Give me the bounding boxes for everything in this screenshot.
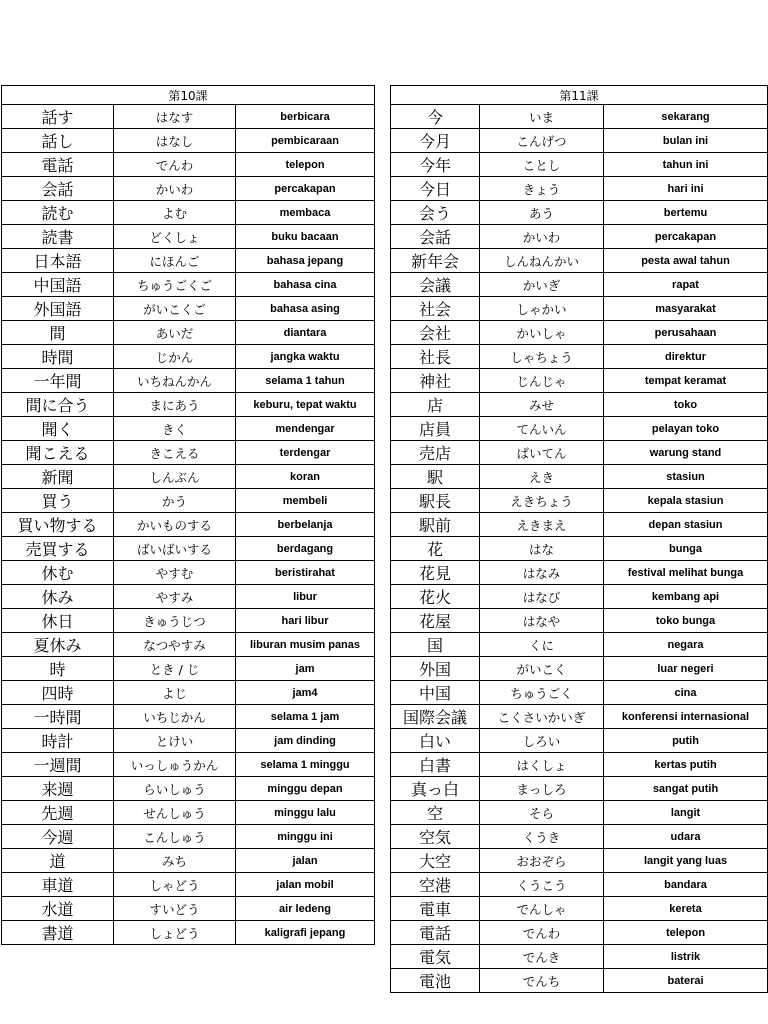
vocab-row [2, 273, 375, 297]
meaning-cell: bahasa cina [236, 273, 375, 297]
kanji-cell: 空港 [391, 873, 480, 897]
reading-cell: きく [114, 417, 236, 441]
reading-cell: がいこくご [114, 297, 236, 321]
vocab-row [391, 105, 768, 129]
reading-cell: かいぎ [480, 273, 604, 297]
meaning-cell: tempat keramat [604, 369, 768, 393]
kanji-cell: 売買する [2, 537, 114, 561]
kanji-cell: 電話 [391, 921, 480, 945]
meaning-cell: hari ini [604, 177, 768, 201]
kanji-cell: 一週間 [2, 753, 114, 777]
kanji-cell: 大空 [391, 849, 480, 873]
lesson-10-title: 第10課 [2, 86, 375, 105]
kanji-cell: 今月 [391, 129, 480, 153]
reading-cell: てんいん [480, 417, 604, 441]
kanji-cell: 電車 [391, 897, 480, 921]
reading-cell: まっしろ [480, 777, 604, 801]
vocab-row [391, 321, 768, 345]
vocab-row [391, 417, 768, 441]
meaning-cell: langit [604, 801, 768, 825]
reading-cell: でんき [480, 945, 604, 969]
reading-cell: きこえる [114, 441, 236, 465]
vocab-row [391, 753, 768, 777]
meaning-cell: luar negeri [604, 657, 768, 681]
reading-cell: はくしょ [480, 753, 604, 777]
kanji-cell: 花火 [391, 585, 480, 609]
reading-cell: はなし [114, 129, 236, 153]
vocab-row [2, 561, 375, 585]
kanji-cell: 休日 [2, 609, 114, 633]
vocab-row [2, 585, 375, 609]
kanji-cell: 外国語 [2, 297, 114, 321]
vocab-row [391, 657, 768, 681]
meaning-cell: rapat [604, 273, 768, 297]
vocab-row [391, 585, 768, 609]
reading-cell: かいわ [480, 225, 604, 249]
vocab-row [2, 129, 375, 153]
kanji-cell: 中国 [391, 681, 480, 705]
reading-cell: きょう [480, 177, 604, 201]
kanji-cell: 夏休み [2, 633, 114, 657]
reading-cell: いちじかん [114, 705, 236, 729]
vocab-row [2, 177, 375, 201]
meaning-cell: putih [604, 729, 768, 753]
kanji-cell: 中国語 [2, 273, 114, 297]
vocab-row [391, 729, 768, 753]
meaning-cell: selama 1 minggu [236, 753, 375, 777]
reading-cell: しんぶん [114, 465, 236, 489]
vocab-row [2, 897, 375, 921]
meaning-cell: bulan ini [604, 129, 768, 153]
reading-cell: こんしゅう [114, 825, 236, 849]
kanji-cell: 聞く [2, 417, 114, 441]
reading-cell: でんしゃ [480, 897, 604, 921]
meaning-cell: kepala stasiun [604, 489, 768, 513]
kanji-cell: 休み [2, 585, 114, 609]
vocab-row [2, 921, 375, 945]
reading-cell: えきちょう [480, 489, 604, 513]
kanji-cell: 今週 [2, 825, 114, 849]
reading-cell: くに [480, 633, 604, 657]
vocab-row [391, 921, 768, 945]
meaning-cell: liburan musim panas [236, 633, 375, 657]
meaning-cell: negara [604, 633, 768, 657]
kanji-cell: 話す [2, 105, 114, 129]
reading-cell: でんわ [480, 921, 604, 945]
reading-cell: よむ [114, 201, 236, 225]
kanji-cell: 時計 [2, 729, 114, 753]
vocab-row [2, 777, 375, 801]
kanji-cell: 駅前 [391, 513, 480, 537]
kanji-cell: 新年会 [391, 249, 480, 273]
reading-cell: くうき [480, 825, 604, 849]
reading-cell: がいこく [480, 657, 604, 681]
vocab-row [2, 345, 375, 369]
reading-cell: えき [480, 465, 604, 489]
meaning-cell: jam [236, 657, 375, 681]
meaning-cell: jam dinding [236, 729, 375, 753]
vocab-row [2, 369, 375, 393]
meaning-cell: masyarakat [604, 297, 768, 321]
reading-cell: やすむ [114, 561, 236, 585]
reading-cell: あいだ [114, 321, 236, 345]
meaning-cell: kertas putih [604, 753, 768, 777]
kanji-cell: 駅 [391, 465, 480, 489]
kanji-cell: 今 [391, 105, 480, 129]
vocab-row [391, 681, 768, 705]
kanji-cell: 会議 [391, 273, 480, 297]
meaning-cell: toko [604, 393, 768, 417]
vocab-row [391, 297, 768, 321]
vocab-row [391, 393, 768, 417]
lesson-11-table [390, 85, 768, 993]
vocab-row [2, 249, 375, 273]
vocab-row [2, 825, 375, 849]
vocab-row [2, 321, 375, 345]
reading-cell: しろい [480, 729, 604, 753]
vocab-row [391, 969, 768, 993]
vocab-row [2, 681, 375, 705]
kanji-cell: 道 [2, 849, 114, 873]
meaning-cell: keburu, tepat waktu [236, 393, 375, 417]
kanji-cell: 会う [391, 201, 480, 225]
vocab-row [2, 705, 375, 729]
reading-cell: かいしゃ [480, 321, 604, 345]
reading-cell: いま [480, 105, 604, 129]
meaning-cell: stasiun [604, 465, 768, 489]
reading-cell: でんわ [114, 153, 236, 177]
meaning-cell: libur [236, 585, 375, 609]
vocab-row [2, 417, 375, 441]
reading-cell: まにあう [114, 393, 236, 417]
vocab-row [2, 873, 375, 897]
meaning-cell: jalan [236, 849, 375, 873]
kanji-cell: 駅長 [391, 489, 480, 513]
reading-cell: なつやすみ [114, 633, 236, 657]
meaning-cell: air ledeng [236, 897, 375, 921]
vocab-row [2, 801, 375, 825]
meaning-cell: percakapan [236, 177, 375, 201]
reading-cell: はな [480, 537, 604, 561]
meaning-cell: berbelanja [236, 513, 375, 537]
meaning-cell: tahun ini [604, 153, 768, 177]
reading-cell: ことし [480, 153, 604, 177]
reading-cell: かう [114, 489, 236, 513]
vocab-row [2, 537, 375, 561]
vocab-row [391, 801, 768, 825]
lesson-10-rows [2, 105, 375, 945]
meaning-cell: listrik [604, 945, 768, 969]
kanji-cell: 外国 [391, 657, 480, 681]
vocab-row [391, 129, 768, 153]
kanji-cell: 花 [391, 537, 480, 561]
meaning-cell: buku bacaan [236, 225, 375, 249]
kanji-cell: 買い物する [2, 513, 114, 537]
meaning-cell: minggu lalu [236, 801, 375, 825]
reading-cell: そら [480, 801, 604, 825]
meaning-cell: warung stand [604, 441, 768, 465]
vocab-row [391, 153, 768, 177]
meaning-cell: kereta [604, 897, 768, 921]
kanji-cell: 読む [2, 201, 114, 225]
vocab-row [2, 753, 375, 777]
reading-cell: とき / じ [114, 657, 236, 681]
kanji-cell: 白い [391, 729, 480, 753]
vocab-row [391, 273, 768, 297]
meaning-cell: bahasa jepang [236, 249, 375, 273]
meaning-cell: jangka waktu [236, 345, 375, 369]
vocab-row [391, 345, 768, 369]
kanji-cell: 聞こえる [2, 441, 114, 465]
reading-cell: でんち [480, 969, 604, 993]
kanji-cell: 水道 [2, 897, 114, 921]
vocab-row [391, 945, 768, 969]
vocab-row [391, 897, 768, 921]
kanji-cell: 店員 [391, 417, 480, 441]
reading-cell: はなみ [480, 561, 604, 585]
lesson-11-rows [391, 105, 768, 993]
reading-cell: じんじゃ [480, 369, 604, 393]
vocab-row [2, 513, 375, 537]
kanji-cell: 読書 [2, 225, 114, 249]
reading-cell: ばいてん [480, 441, 604, 465]
reading-cell: はなび [480, 585, 604, 609]
vocab-row [391, 777, 768, 801]
vocab-row [2, 633, 375, 657]
kanji-cell: 社会 [391, 297, 480, 321]
reading-cell: ばいばいする [114, 537, 236, 561]
kanji-cell: 電気 [391, 945, 480, 969]
vocab-row [2, 105, 375, 129]
reading-cell: とけい [114, 729, 236, 753]
reading-cell: みち [114, 849, 236, 873]
reading-cell: やすみ [114, 585, 236, 609]
meaning-cell: direktur [604, 345, 768, 369]
reading-cell: しゃどう [114, 873, 236, 897]
vocab-row [2, 297, 375, 321]
meaning-cell: diantara [236, 321, 375, 345]
kanji-cell: 休む [2, 561, 114, 585]
reading-cell: すいどう [114, 897, 236, 921]
kanji-cell: 電話 [2, 153, 114, 177]
meaning-cell: kaligrafi jepang [236, 921, 375, 945]
vocab-row [2, 225, 375, 249]
meaning-cell: minggu depan [236, 777, 375, 801]
meaning-cell: minggu ini [236, 825, 375, 849]
reading-cell: じかん [114, 345, 236, 369]
kanji-cell: 四時 [2, 681, 114, 705]
reading-cell: しゃかい [480, 297, 604, 321]
reading-cell: きゅうじつ [114, 609, 236, 633]
meaning-cell: telepon [236, 153, 375, 177]
meaning-cell: pesta awal tahun [604, 249, 768, 273]
reading-cell: いちねんかん [114, 369, 236, 393]
meaning-cell: beristirahat [236, 561, 375, 585]
meaning-cell: konferensi internasional [604, 705, 768, 729]
meaning-cell: pelayan toko [604, 417, 768, 441]
meaning-cell: mendengar [236, 417, 375, 441]
kanji-cell: 今日 [391, 177, 480, 201]
kanji-cell: 国 [391, 633, 480, 657]
kanji-cell: 電池 [391, 969, 480, 993]
meaning-cell: membaca [236, 201, 375, 225]
kanji-cell: 会話 [391, 225, 480, 249]
reading-cell: いっしゅうかん [114, 753, 236, 777]
meaning-cell: baterai [604, 969, 768, 993]
kanji-cell: 間 [2, 321, 114, 345]
reading-cell: こくさいかいぎ [480, 705, 604, 729]
kanji-cell: 先週 [2, 801, 114, 825]
reading-cell: はなや [480, 609, 604, 633]
vocab-row [2, 201, 375, 225]
reading-cell: あう [480, 201, 604, 225]
meaning-cell: bahasa asing [236, 297, 375, 321]
reading-cell: みせ [480, 393, 604, 417]
kanji-cell: 空気 [391, 825, 480, 849]
vocab-row [391, 513, 768, 537]
vocab-row [2, 609, 375, 633]
meaning-cell: percakapan [604, 225, 768, 249]
meaning-cell: jalan mobil [236, 873, 375, 897]
reading-cell: かいわ [114, 177, 236, 201]
reading-cell: ちゅうごくご [114, 273, 236, 297]
meaning-cell: hari libur [236, 609, 375, 633]
vocab-row [391, 249, 768, 273]
meaning-cell: sangat putih [604, 777, 768, 801]
kanji-cell: 話し [2, 129, 114, 153]
meaning-cell: depan stasiun [604, 513, 768, 537]
vocab-row [2, 849, 375, 873]
vocab-row [2, 393, 375, 417]
meaning-cell: sekarang [604, 105, 768, 129]
reading-cell: どくしょ [114, 225, 236, 249]
vocab-row [2, 489, 375, 513]
vocab-row [2, 657, 375, 681]
vocab-row [391, 561, 768, 585]
meaning-cell: festival melihat bunga [604, 561, 768, 585]
meaning-cell: bunga [604, 537, 768, 561]
lesson-11-title: 第11課 [391, 86, 768, 105]
vocab-row [2, 465, 375, 489]
vocab-row [391, 225, 768, 249]
vocab-row [391, 441, 768, 465]
vocab-row [391, 201, 768, 225]
meaning-cell: udara [604, 825, 768, 849]
meaning-cell: selama 1 tahun [236, 369, 375, 393]
vocab-row [391, 849, 768, 873]
kanji-cell: 真っ白 [391, 777, 480, 801]
reading-cell: せんしゅう [114, 801, 236, 825]
kanji-cell: 花見 [391, 561, 480, 585]
reading-cell: らいしゅう [114, 777, 236, 801]
vocab-row [2, 729, 375, 753]
kanji-cell: 日本語 [2, 249, 114, 273]
kanji-cell: 一時間 [2, 705, 114, 729]
meaning-cell: langit yang luas [604, 849, 768, 873]
lesson-10-table [1, 85, 375, 945]
vocab-row [391, 873, 768, 897]
kanji-cell: 新聞 [2, 465, 114, 489]
kanji-cell: 一年間 [2, 369, 114, 393]
kanji-cell: 今年 [391, 153, 480, 177]
kanji-cell: 買う [2, 489, 114, 513]
vocab-row [391, 465, 768, 489]
kanji-cell: 時 [2, 657, 114, 681]
vocab-row [391, 825, 768, 849]
kanji-cell: 時間 [2, 345, 114, 369]
reading-cell: えきまえ [480, 513, 604, 537]
reading-cell: しゃちょう [480, 345, 604, 369]
meaning-cell: jam4 [236, 681, 375, 705]
kanji-cell: 花屋 [391, 609, 480, 633]
kanji-cell: 神社 [391, 369, 480, 393]
kanji-cell: 空 [391, 801, 480, 825]
meaning-cell: selama 1 jam [236, 705, 375, 729]
reading-cell: はなす [114, 105, 236, 129]
kanji-cell: 売店 [391, 441, 480, 465]
reading-cell: こんげつ [480, 129, 604, 153]
kanji-cell: 会話 [2, 177, 114, 201]
vocab-row [391, 609, 768, 633]
reading-cell: ちゅうごく [480, 681, 604, 705]
reading-cell: にほんご [114, 249, 236, 273]
kanji-cell: 社長 [391, 345, 480, 369]
vocab-row [391, 369, 768, 393]
vocab-row [391, 537, 768, 561]
vocab-row [2, 153, 375, 177]
vocab-row [391, 177, 768, 201]
vocab-row [2, 441, 375, 465]
meaning-cell: koran [236, 465, 375, 489]
meaning-cell: pembicaraan [236, 129, 375, 153]
kanji-cell: 間に合う [2, 393, 114, 417]
kanji-cell: 書道 [2, 921, 114, 945]
vocab-row [391, 489, 768, 513]
meaning-cell: bandara [604, 873, 768, 897]
meaning-cell: bertemu [604, 201, 768, 225]
meaning-cell: toko bunga [604, 609, 768, 633]
reading-cell: くうこう [480, 873, 604, 897]
reading-cell: しょどう [114, 921, 236, 945]
meaning-cell: perusahaan [604, 321, 768, 345]
kanji-cell: 車道 [2, 873, 114, 897]
meaning-cell: membeli [236, 489, 375, 513]
reading-cell: しんねんかい [480, 249, 604, 273]
meaning-cell: kembang api [604, 585, 768, 609]
meaning-cell: cina [604, 681, 768, 705]
meaning-cell: berbicara [236, 105, 375, 129]
kanji-cell: 国際会議 [391, 705, 480, 729]
meaning-cell: berdagang [236, 537, 375, 561]
kanji-cell: 白書 [391, 753, 480, 777]
meaning-cell: telepon [604, 921, 768, 945]
vocab-row [391, 633, 768, 657]
vocab-row [391, 705, 768, 729]
reading-cell: おおぞら [480, 849, 604, 873]
meaning-cell: terdengar [236, 441, 375, 465]
reading-cell: かいものする [114, 513, 236, 537]
kanji-cell: 会社 [391, 321, 480, 345]
reading-cell: よじ [114, 681, 236, 705]
kanji-cell: 店 [391, 393, 480, 417]
kanji-cell: 来週 [2, 777, 114, 801]
